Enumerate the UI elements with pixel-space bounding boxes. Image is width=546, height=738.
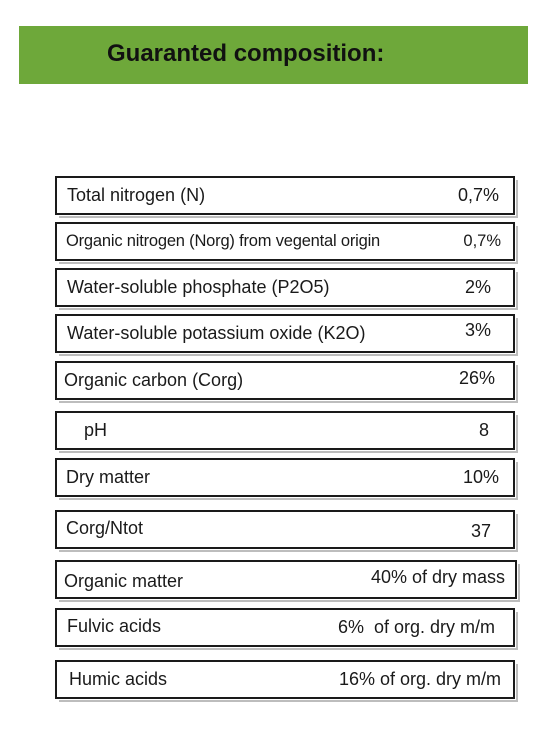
row-value: 6% of org. dry m/m: [337, 617, 495, 637]
row-label: Total nitrogen (N): [67, 185, 206, 205]
row-value: 37: [470, 521, 491, 541]
composition-row-organic-carbon: [55, 361, 515, 400]
row-value: 0,7%: [457, 185, 499, 205]
row-label: Organic carbon (Corg): [64, 370, 244, 390]
composition-row-organic-matter: [55, 560, 517, 599]
row-label: Organic matter: [64, 571, 184, 591]
row-value: 40% of dry mass: [370, 567, 505, 587]
row-label: pH: [84, 420, 108, 440]
row-value: 10%: [462, 467, 499, 487]
row-label: Fulvic acids: [67, 616, 162, 636]
row-label: Water-soluble potassium oxide (K2O): [67, 323, 366, 343]
row-label: Water-soluble phosphate (P2O5): [67, 277, 330, 297]
row-value: 3%: [464, 320, 491, 340]
header-banner: [19, 26, 528, 84]
row-label: Dry matter: [66, 467, 151, 487]
row-value: 26%: [458, 368, 495, 388]
row-label: Humic acids: [69, 669, 168, 689]
composition-row-fulvic-acids: [55, 608, 515, 647]
row-value: 0,7%: [463, 232, 501, 250]
composition-row-corg-ntot: [55, 510, 515, 549]
composition-row-organic-nitrogen: [55, 222, 515, 261]
composition-row-phosphate: [55, 268, 515, 307]
composition-row-ph: [55, 411, 515, 450]
row-value: 8: [478, 420, 489, 440]
composition-row-dry-matter: [55, 458, 515, 497]
composition-row-humic-acids: [55, 660, 515, 699]
composition-row-total-nitrogen: [55, 176, 515, 215]
row-value: 2%: [464, 277, 491, 297]
row-label: Organic nitrogen (Norg) from vegental origin: [66, 232, 381, 250]
page-title: Guaranted composition:: [107, 40, 385, 67]
row-label: Corg/Ntot: [66, 518, 144, 538]
row-value: 16% of org. dry m/m: [338, 669, 501, 689]
composition-row-potassium-oxide: [55, 314, 515, 353]
